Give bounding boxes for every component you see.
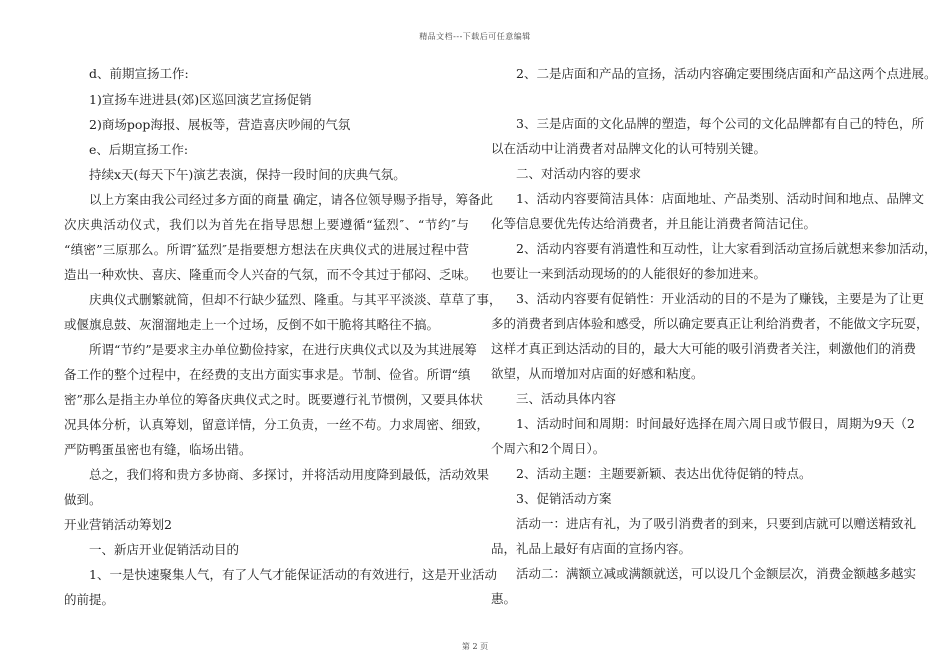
left-line: 做到。 <box>64 492 102 507</box>
left-line: 造出一种欢快、喜庆、隆重而令人兴奋的气氛，而不令其过于郁闷、乏味。 <box>64 267 477 282</box>
left-line: 备工作的整个过程中，在经费的支出方面实事求是。节制、俭省。所谓“缜 <box>64 367 471 382</box>
page-header: 精品文档---下载后可任意编辑 <box>419 32 531 41</box>
left-line: e、后期宣扬工作: <box>89 142 189 157</box>
right-line: 3、促销活动方案 <box>516 491 612 506</box>
right-line: 3、三是店面的文化品牌的塑造，每个公司的文化品牌都有自己的特色，所 <box>516 116 924 131</box>
right-line: 以在活动中让消费者对品牌文化的认可特别关键。 <box>491 141 767 156</box>
right-line: 三、活动具体内容 <box>516 391 617 406</box>
right-line: 活动二：满额立减或满额就送，可以设几个金额层次，消费金额越多越实 <box>516 566 917 581</box>
right-line: 2、活动主题：主题要新颖、表达出优待促销的特点。 <box>516 466 812 481</box>
left-line: 以上方案由我公司经过多方面的商量 确定，请各位领导赐予指导，筹备此 <box>89 192 493 207</box>
left-line: 所谓“节约”是要求主办单位勤俭持家，在进行庆典仪式以及为其进展筹 <box>89 342 477 357</box>
right-line: 品，礼品上最好有店面的宣扬内容。 <box>491 541 692 556</box>
right-line: 1、活动内容要简洁具体：店面地址、产品类别、活动时间和地点、品牌文 <box>516 191 924 206</box>
right-line: 3、活动内容要有促销性：开业活动的目的不是为了赚钱，主要是为了让更 <box>516 291 924 306</box>
right-line: 活动一：进店有礼，为了吸引消费者的到来，只要到店就可以赠送精致礼 <box>516 516 917 531</box>
left-line: “缜密”三原那么。所谓″猛烈″是指要想方想法在庆典仪式的进展过程中营 <box>64 242 469 257</box>
left-line: 的前提。 <box>64 592 115 607</box>
right-line: 多的消费者到店体验和感受，所以确定要真正让利给消费者，不能做文字玩耍， <box>491 316 929 331</box>
left-line: 或偃旗息鼓、灰溜溜地走上一个过场，反倒不如干脆将其略往不搞。 <box>64 317 440 332</box>
left-line: 一、新店开业促销活动目的 <box>89 542 240 557</box>
left-line: 开业营销活动筹划2 <box>64 517 172 532</box>
right-line: 也要让一来到活动现场的的人能很好的参加进来。 <box>491 266 767 281</box>
left-line: 严防鸭蛋虽密也有缝，临场出错。 <box>64 442 252 457</box>
right-line: 这样才真正到达活动的目的，最大大可能的吸引消费者关注，刺激他们的消费 <box>491 341 917 356</box>
left-line: 况具体分析，认真筹划，留意详情，分工负责，一丝不苟。力求周密、细致， <box>64 417 490 432</box>
left-line: 2)商场pop海报、展板等，营造喜庆吵闹的气氛 <box>89 117 351 132</box>
left-line: 总之，我们将和贵方多协商、多探讨，并将活动用度降到最低，活动效果 <box>89 467 490 482</box>
right-line: 惠。 <box>491 591 517 606</box>
left-line: 1)宣扬车进进县(郊)区巡回演艺宣扬促销 <box>89 92 312 107</box>
right-line: 化等信息要优先传达给消费者，并且能让消费者简洁记住。 <box>491 216 817 231</box>
left-line: d、前期宣扬工作: <box>89 66 189 81</box>
left-line: 次庆典活动仪式，我们以为首先在指导思想上要遵循“猛烈″、“节约″与 <box>64 217 469 232</box>
left-line: 持续x天(每天下午)演艺表演，保持一段时间的庆典气氛。 <box>89 167 406 182</box>
right-line: 2、二是店面和产品的宣扬，活动内容确定要围绕店面和产品这两个点进展。 <box>516 66 937 81</box>
right-line: 欲望，从而增加对店面的好感和粘度。 <box>491 366 704 381</box>
right-line: 1、活动时间和周期：时间最好选择在周六周日或节假日，周期为9天（2 <box>516 416 915 431</box>
right-line: 个周六和2个周日）。 <box>491 441 606 456</box>
right-line: 2、活动内容要有消遣性和互动性，让大家看到活动宣扬后就想来参加活动， <box>516 241 937 256</box>
left-line: 1、一是快速聚集人气，有了人气才能保证活动的有效进行，这是开业活动 <box>89 567 497 582</box>
left-line: 密”那么是指主办单位的筹备庆典仪式之时。既要遵行礼节惯例，又要具体状 <box>64 392 483 407</box>
right-line: 二、对活动内容的要求 <box>516 166 642 181</box>
left-line: 庆典仪式删繁就简，但却不行缺少猛烈、隆重。与其平平淡淡、草草了事， <box>89 292 502 307</box>
page-footer: 第 2 页 <box>461 642 489 651</box>
